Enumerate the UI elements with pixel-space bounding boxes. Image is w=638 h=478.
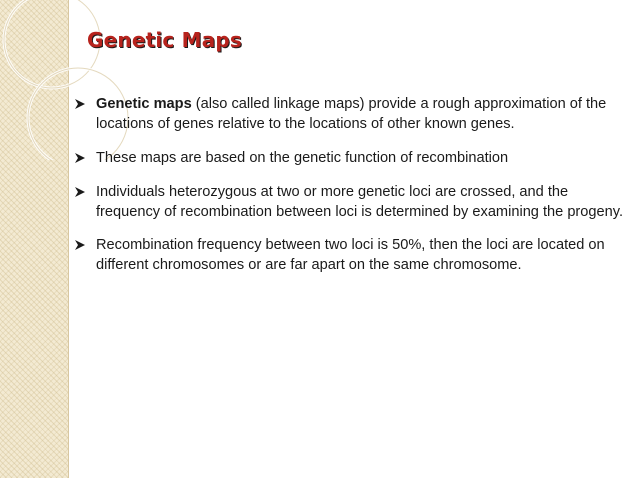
arrowhead-bullet-icon	[74, 152, 86, 164]
bullet-item	[72, 148, 628, 168]
bullet-item	[72, 94, 628, 134]
bullet-item	[72, 182, 628, 222]
bullet-text: Individuals heterozygous at two or more genetic loci are crossed, and the frequency of recombination between loci is determined by examining the progeny.	[96, 184, 624, 220]
arrowhead-bullet-icon	[74, 98, 86, 110]
side-band-decoration	[0, 0, 69, 478]
arrowhead-bullet-icon	[74, 186, 86, 198]
bullet-text: These maps are based on the genetic function of recombination	[96, 150, 509, 166]
slide-title: Genetic Maps	[87, 28, 243, 52]
bullet-item	[72, 235, 628, 275]
bullet-list	[72, 94, 628, 289]
bullet-text: Recombination frequency between two loci is 50%, then the loci are located on different chromosomes or are far apart on the same chromosome.	[96, 237, 605, 273]
bullet-lead-text: Genetic maps	[96, 96, 192, 112]
bullet-text: (also called linkage maps) provide a rough approximation of the locations of genes relative to the locations of other known genes.	[96, 96, 607, 132]
arrowhead-bullet-icon	[74, 239, 86, 251]
